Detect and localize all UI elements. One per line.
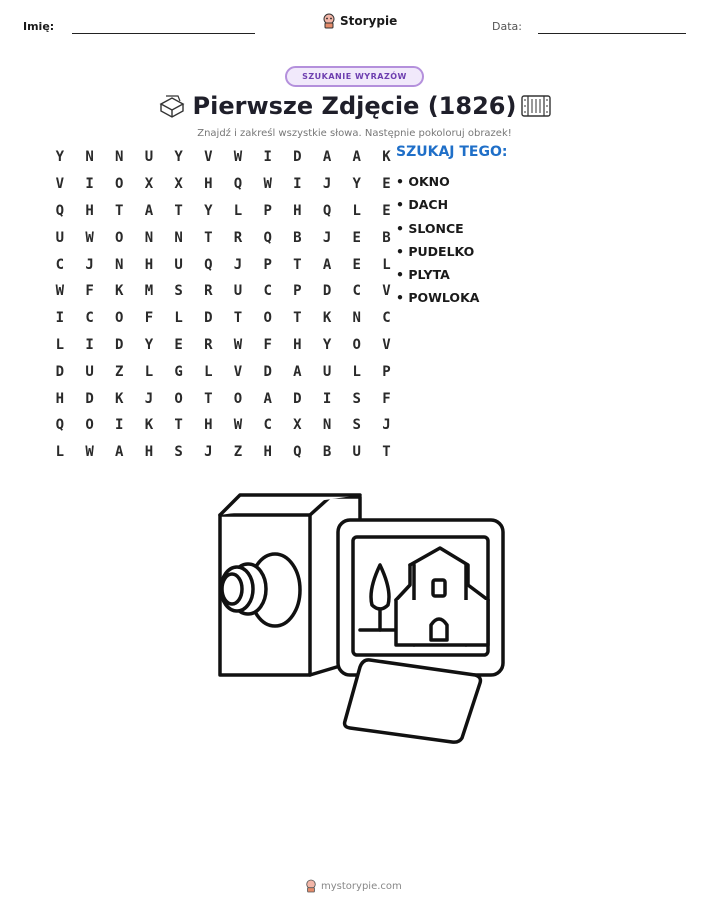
grid-letter: O <box>85 417 94 434</box>
grid-letter: I <box>85 336 94 353</box>
grid-letter: D <box>115 336 124 353</box>
grid-letter: H <box>293 336 302 353</box>
grid-letter: L <box>352 363 361 380</box>
grid-letter: E <box>382 176 391 193</box>
grid-letter: N <box>144 229 154 246</box>
grid-row <box>45 439 401 466</box>
grid-letter: R <box>204 283 213 300</box>
grid-letter: H <box>144 444 154 461</box>
grid-letter: H <box>144 256 154 273</box>
footer-url: mystorypie.com <box>321 880 402 892</box>
grid-letter: T <box>293 256 302 273</box>
grid-letter: T <box>204 390 213 407</box>
grid-letter: F <box>144 310 154 327</box>
storypie-mascot-icon <box>305 879 317 893</box>
storypie-mascot-icon <box>322 13 336 29</box>
grid-letter: J <box>382 417 391 434</box>
date-write-line <box>538 33 686 34</box>
grid-letter: Q <box>55 417 65 434</box>
grid-letter: V <box>382 283 391 300</box>
grid-letter: O <box>115 229 124 246</box>
grid-letter: Z <box>233 444 243 461</box>
grid-row <box>45 198 401 225</box>
word-list-item: • OKNO <box>396 174 450 189</box>
grid-letter: N <box>115 149 124 166</box>
grid-letter: L <box>55 336 65 353</box>
grid-letter: J <box>204 444 213 461</box>
grid-letter: Y <box>352 176 361 193</box>
grid-letter: H <box>204 176 213 193</box>
activity-badge: SZUKANIE WYRAZÓW <box>285 66 424 87</box>
grid-letter: J <box>322 229 332 246</box>
grid-letter: P <box>293 283 302 300</box>
grid-letter: T <box>174 202 183 219</box>
grid-row <box>45 412 401 439</box>
grid-letter: I <box>263 149 272 166</box>
page-title: Pierwsze Zdjęcie (1826) <box>192 92 517 120</box>
grid-letter: O <box>174 390 183 407</box>
grid-letter: D <box>85 390 94 407</box>
grid-letter: L <box>382 256 391 273</box>
grid-letter: P <box>263 202 272 219</box>
grid-letter: A <box>263 390 272 407</box>
grid-letter: Q <box>322 202 332 219</box>
grid-letter: J <box>144 390 154 407</box>
grid-letter: C <box>263 283 272 300</box>
grid-row <box>45 332 401 359</box>
grid-letter: W <box>263 176 272 193</box>
grid-letter: Y <box>55 149 65 166</box>
word-list <box>396 170 479 310</box>
grid-letter: R <box>233 229 243 246</box>
grid-letter: O <box>233 390 243 407</box>
grid-letter: D <box>204 310 213 327</box>
grid-letter: E <box>352 229 361 246</box>
grid-letter: A <box>144 202 154 219</box>
grid-letter: T <box>293 310 302 327</box>
footer <box>305 879 402 893</box>
grid-letter: H <box>85 202 94 219</box>
film-reel-icon <box>521 95 551 117</box>
grid-letter: Q <box>55 202 65 219</box>
grid-letter: E <box>382 202 391 219</box>
instructions: Znajdź i zakreśl wszystkie słowa. Następnie pokoloruj obrazek! <box>197 128 512 139</box>
grid-letter: J <box>233 256 243 273</box>
grid-letter: Y <box>174 149 183 166</box>
grid-row <box>45 144 401 171</box>
grid-letter: Y <box>144 336 154 353</box>
grid-letter: H <box>263 444 272 461</box>
grid-letter: T <box>382 444 391 461</box>
grid-letter: T <box>233 310 243 327</box>
grid-letter: U <box>233 283 243 300</box>
grid-letter: U <box>174 256 183 273</box>
grid-letter: B <box>322 444 332 461</box>
word-list-item: • SLONCE <box>396 220 464 236</box>
grid-letter: I <box>322 390 332 407</box>
grid-letter: O <box>263 310 272 327</box>
grid-letter: P <box>382 363 391 380</box>
grid-letter: H <box>293 202 302 219</box>
grid-letter: W <box>55 283 65 300</box>
grid-letter: F <box>263 336 272 353</box>
grid-letter: H <box>55 390 65 407</box>
grid-letter: K <box>115 283 124 300</box>
grid-letter: G <box>174 363 183 380</box>
date-label: Data: <box>492 20 522 33</box>
grid-letter: C <box>263 417 272 434</box>
grid-letter: S <box>174 444 183 461</box>
grid-letter: A <box>322 149 332 166</box>
grid-letter: X <box>144 176 154 193</box>
grid-letter: U <box>85 363 94 380</box>
grid-letter: T <box>115 202 124 219</box>
grid-letter: X <box>293 417 302 434</box>
grid-letter: I <box>293 176 302 193</box>
grid-letter: E <box>352 256 361 273</box>
grid-letter: N <box>174 229 183 246</box>
name-write-line <box>72 33 255 34</box>
grid-letter: C <box>352 283 361 300</box>
grid-letter: O <box>115 176 124 193</box>
grid-letter: I <box>115 417 124 434</box>
grid-letter: F <box>85 283 94 300</box>
grid-letter: K <box>115 390 124 407</box>
grid-letter: Y <box>204 202 213 219</box>
grid-row <box>45 224 401 251</box>
grid-letter: T <box>174 417 183 434</box>
grid-letter: N <box>85 149 94 166</box>
grid-letter: R <box>204 336 213 353</box>
grid-letter: P <box>263 256 272 273</box>
grid-letter: Q <box>263 229 272 246</box>
grid-letter: D <box>263 363 272 380</box>
grid-letter: J <box>85 256 94 273</box>
grid-letter: Q <box>293 444 302 461</box>
word-list-heading: SZUKAJ TEGO: <box>396 144 508 160</box>
grid-letter: S <box>352 417 361 434</box>
camera-photo-illustration <box>200 485 510 745</box>
word-search-grid <box>45 144 401 466</box>
grid-letter: J <box>322 176 332 193</box>
grid-letter: O <box>115 310 124 327</box>
grid-letter: L <box>352 202 361 219</box>
grid-row <box>45 358 401 385</box>
word-list-item: • DACH <box>396 197 449 213</box>
grid-letter: W <box>233 149 243 166</box>
grid-letter: M <box>144 283 154 300</box>
grid-letter: V <box>233 363 243 380</box>
grid-letter: V <box>55 176 65 193</box>
grid-letter: W <box>85 444 94 461</box>
grid-letter: I <box>85 176 94 193</box>
grid-letter: W <box>85 229 94 246</box>
grid-letter: L <box>174 310 183 327</box>
grid-letter: W <box>233 336 243 353</box>
grid-letter: A <box>352 149 361 166</box>
grid-letter: Q <box>233 176 243 193</box>
grid-letter: Y <box>322 336 332 353</box>
grid-letter: H <box>204 417 213 434</box>
word-list-item: • PUDELKO <box>396 243 475 259</box>
grid-letter: K <box>382 149 391 166</box>
grid-letter: N <box>115 256 124 273</box>
grid-letter: D <box>322 283 332 300</box>
grid-letter: K <box>322 310 332 327</box>
grid-letter: B <box>293 229 302 246</box>
grid-letter: A <box>322 256 332 273</box>
grid-letter: L <box>144 363 154 380</box>
grid-letter: W <box>233 417 243 434</box>
grid-letter: A <box>115 444 124 461</box>
grid-letter: C <box>382 310 391 327</box>
grid-letter: V <box>204 149 213 166</box>
grid-letter: U <box>322 363 332 380</box>
grid-letter: Z <box>115 363 124 380</box>
grid-letter: N <box>352 310 361 327</box>
grid-row <box>45 305 401 332</box>
grid-row <box>45 385 401 412</box>
grid-letter: S <box>352 390 361 407</box>
grid-letter: L <box>233 202 243 219</box>
brand-logo <box>322 13 397 29</box>
grid-letter: X <box>174 176 183 193</box>
grid-letter: N <box>322 417 332 434</box>
grid-letter: I <box>55 310 65 327</box>
grid-row <box>45 251 401 278</box>
grid-letter: U <box>352 444 361 461</box>
grid-row <box>45 171 401 198</box>
grid-row <box>45 278 401 305</box>
grid-letter: Q <box>204 256 213 273</box>
grid-letter: U <box>55 229 65 246</box>
grid-letter: O <box>352 336 361 353</box>
grid-letter: D <box>55 363 65 380</box>
word-list-item: • POWLOKA <box>396 290 480 306</box>
name-label: Imię: <box>23 20 55 33</box>
grid-letter: B <box>382 229 391 246</box>
grid-letter: L <box>55 444 65 461</box>
grid-letter: K <box>144 417 154 434</box>
grid-letter: F <box>382 390 391 407</box>
grid-letter: D <box>293 390 302 407</box>
grid-letter: C <box>55 256 65 273</box>
grid-letter: L <box>204 363 213 380</box>
grid-letter: T <box>204 229 213 246</box>
brand-name: Storypie <box>340 14 398 28</box>
grid-letter: C <box>85 310 94 327</box>
word-list-item: • PLYTA <box>396 267 450 283</box>
grid-letter: E <box>174 336 183 353</box>
grid-letter: D <box>293 149 302 166</box>
grid-letter: U <box>144 149 154 166</box>
grid-letter: S <box>174 283 183 300</box>
grid-letter: V <box>382 336 391 353</box>
grid-letter: A <box>293 363 302 380</box>
